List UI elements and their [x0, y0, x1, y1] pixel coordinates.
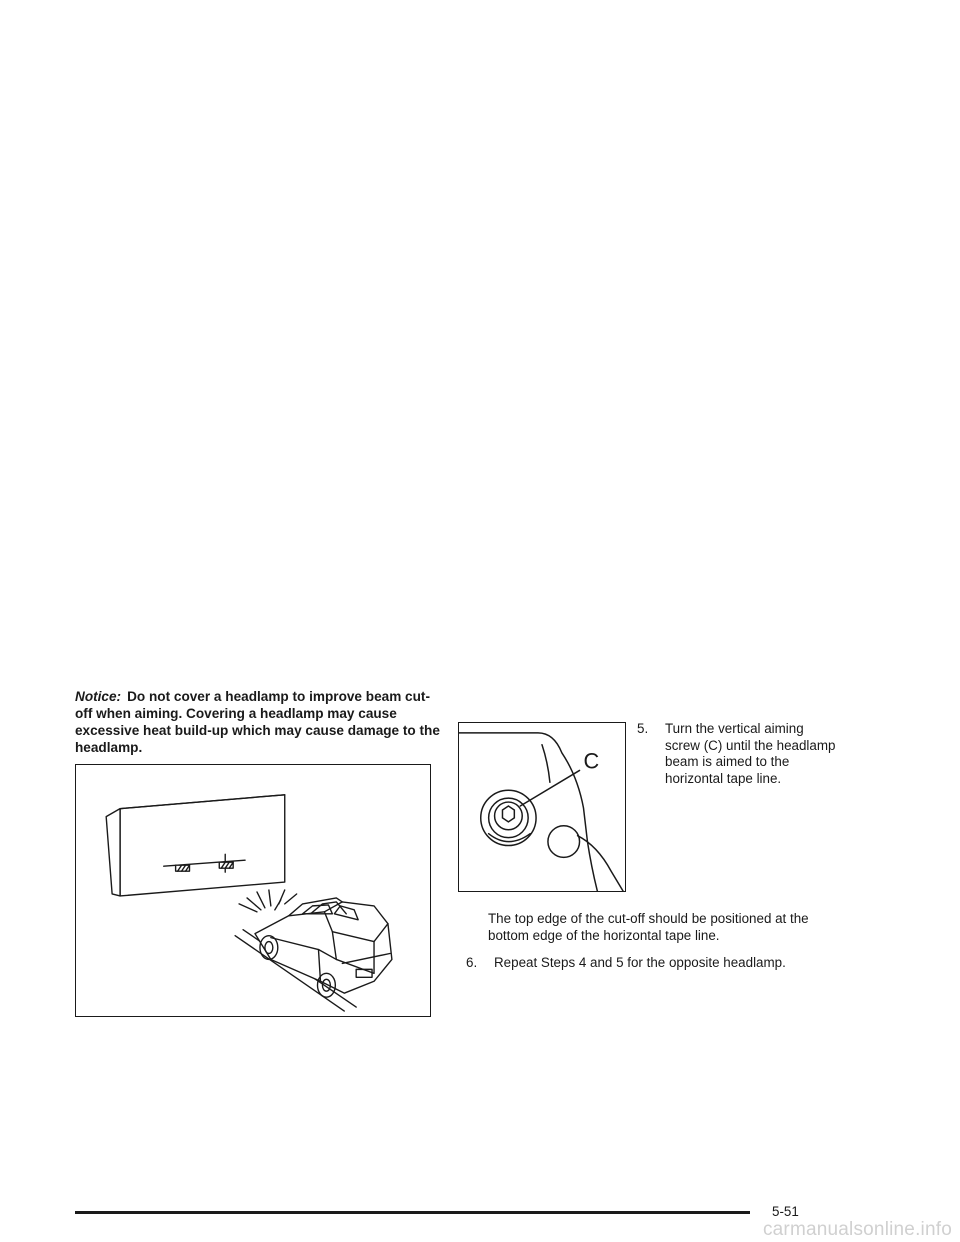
aiming-screw-drawing — [459, 723, 625, 891]
car-body — [255, 902, 392, 993]
headlamp-aiming-illustration — [75, 764, 431, 1017]
car-wall-drawing — [76, 765, 430, 1016]
wall-side — [106, 809, 120, 896]
watermark: carmanualsonline.info — [762, 1219, 952, 1240]
callout-line — [520, 770, 579, 806]
notice-block — [75, 688, 445, 756]
step-5-text: Turn the vertical aiming screw (C) until the headlamp beam is aimed to the horizontal tape line. — [665, 721, 836, 786]
round-plug — [548, 826, 580, 858]
notice-text: Do not cover a headlamp to improve beam cut-off when aiming. Covering a headlamp may cause excessive heat build-up which may cause damage to the headlamp. — [75, 689, 440, 755]
step-6-text: Repeat Steps 4 and 5 for the opposite headlamp. — [494, 955, 786, 970]
page-number: 5-51 — [772, 1204, 799, 1219]
footer-rule — [75, 1211, 750, 1214]
step-6 — [466, 955, 846, 972]
notice-label: Notice: — [75, 689, 122, 704]
wall-front — [120, 795, 285, 896]
step-5 — [637, 721, 837, 787]
aiming-screw-illustration — [458, 722, 626, 892]
step-6-number: 6. — [466, 955, 478, 970]
cutoff-paragraph: The top edge of the cut-off should be positioned at the bottom edge of the horizontal tape line. — [488, 911, 809, 943]
callout-label: C — [583, 748, 600, 774]
step-5-number: 5. — [637, 721, 649, 736]
torx-head — [502, 806, 514, 822]
